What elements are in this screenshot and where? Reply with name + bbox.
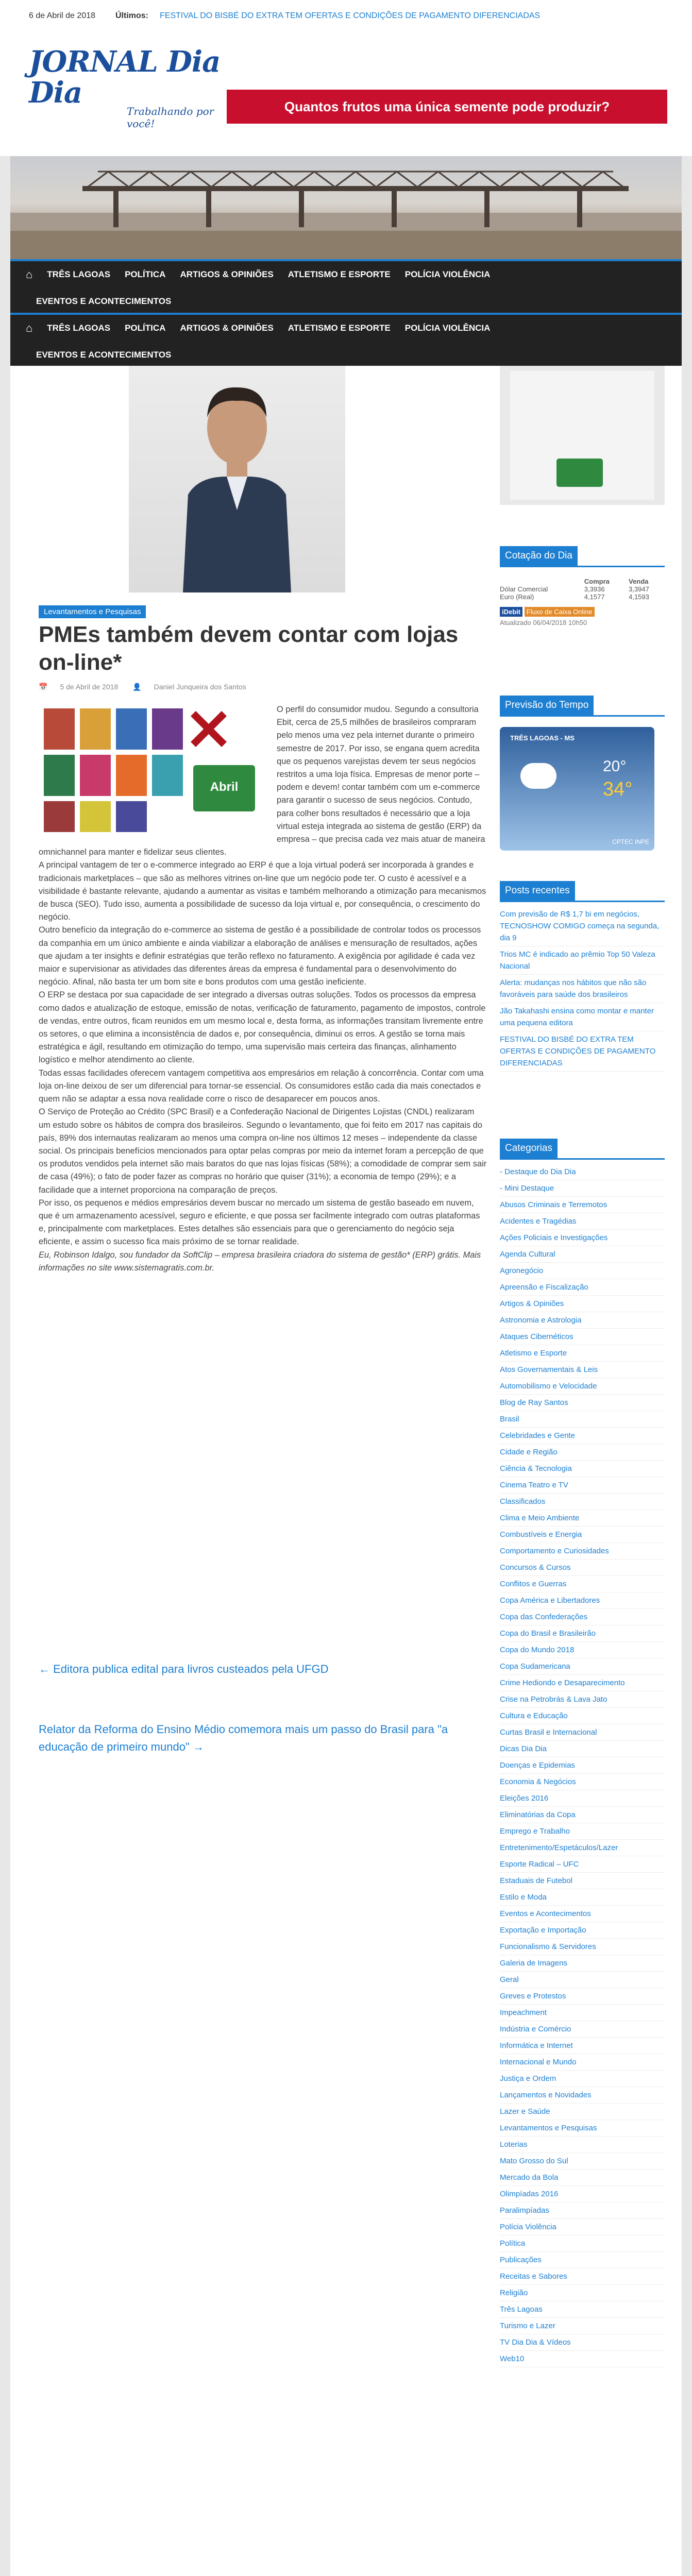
recent-post-link[interactable]: Alerta: mudanças nos hábitos que não são favoráveis para saúde dos brasileiros (500, 975, 665, 1003)
logo-slogan: Trabalhando por você! (127, 105, 214, 130)
category-link[interactable]: Olimpíadas 2016 (500, 2186, 665, 2202)
nav-item-atletismo[interactable]: ATLETISMO E ESPORTE (288, 323, 391, 333)
category-link[interactable]: Levantamentos e Pesquisas (500, 2120, 665, 2137)
currency-table: Compra Venda Dólar Comercial 3,3936 3,3947 Euro (Real) 4,1577 4,1593 (500, 578, 649, 601)
widget-title: Posts recentes (500, 881, 575, 901)
recent-posts-widget (500, 881, 665, 1072)
widget-title: Categorias (500, 1139, 558, 1158)
category-link[interactable]: Estaduais de Futebol (500, 1873, 665, 1889)
nav-item-artigos[interactable]: ARTIGOS & OPINIÕES (180, 323, 274, 333)
category-link[interactable]: Brasil (500, 1411, 665, 1428)
user-icon: 👤 (132, 683, 142, 691)
category-link[interactable]: - Destaque do Dia Dia (500, 1164, 665, 1180)
cashflow-link[interactable]: iDebit Fluxo de Caixa Online (500, 608, 665, 616)
prev-post-link[interactable]: ← Editora publica edital para livros custeados pela UFGD (39, 1663, 329, 1675)
category-link[interactable]: Cultura e Educação (500, 1708, 665, 1724)
category-link[interactable]: Blog de Ray Santos (500, 1395, 665, 1411)
nav-item-politica[interactable]: POLÍTICA (125, 269, 166, 279)
nav-item-policia[interactable]: POLÍCIA VIOLÊNCIA (404, 269, 491, 279)
featured-image (129, 366, 345, 592)
nav-item-atletismo[interactable]: ATLETISMO E ESPORTE (288, 269, 391, 279)
category-link[interactable]: Funcionalismo & Servidores (500, 1939, 665, 1955)
category-link[interactable]: Esporte Radical – UFC (500, 1856, 665, 1873)
category-link[interactable]: Justiça e Ordem (500, 2071, 665, 2087)
category-link[interactable]: Ações Policiais e Investigações (500, 1230, 665, 1246)
paragraph: O ERP se destaca por sua capacidade de ser integrado a diversas outras soluções. Todos os processos da empresa como dados e atualização de estoque, emissão de notas, verificação de faturamento, pagamento de impostos, controle de vendas, entre outros, ficam reunidos em um mesmo local e, desta forma, as informações transitam livremente entre os setores, o que elimina a inconsistência de dados e, por consequência, diminui os erros. A gestão se torna mais estratégica e ágil, resultando em otimização do tempo, uma supervisão mais certeira das finanças, alinhamento logístico e melhor atendimento ao cliente. (39, 990, 486, 1065)
category-link[interactable]: Crime Hediondo e Desaparecimento (500, 1675, 665, 1691)
category-link[interactable]: Artigos & Opiniões (500, 1296, 665, 1312)
category-link[interactable]: Combustíveis e Energia (500, 1527, 665, 1543)
category-link[interactable]: Copa do Brasil e Brasileirão (500, 1625, 665, 1642)
paragraph: A principal vantagem de ter o e-commerce integrado ao ERP é que a loja virtual poderá ser incorporada à grandes e tradicionais marketplaces – que são as melhores vitrines on-line que um negócio pode ter. O custo é acessível e a visibilidade é bastante relevante, ajudando a aumentar as visitas e também melhorando a otimização para mecanismos de busca (SEO). Tudo isso, aumenta a possibilidade de sucesso da loja virtual e, por consequência, o crescimento do negócio. (39, 860, 486, 922)
category-link[interactable]: Eleições 2016 (500, 1790, 665, 1807)
site-logo[interactable] (29, 45, 225, 130)
widget-title: Cotação do Dia (500, 546, 578, 566)
ad-brand: Abril (210, 780, 239, 794)
category-link[interactable]: Atletismo e Esporte (500, 1345, 665, 1362)
category-link[interactable]: Geral (500, 1972, 665, 1988)
category-link[interactable]: Cidade e Região (500, 1444, 665, 1461)
category-link[interactable]: Política (500, 2235, 665, 2252)
category-link[interactable]: Copa do Mundo 2018 (500, 1642, 665, 1658)
category-link[interactable]: Três Lagoas (500, 2301, 665, 2318)
header-bridge-image (10, 156, 682, 259)
category-link[interactable]: Dicas Dia Dia (500, 1741, 665, 1757)
recent-post-link[interactable]: Trios MC é indicado ao prêmio Top 50 Valeza Nacional (500, 946, 665, 975)
header-ad-banner[interactable]: Quantos frutos uma única semente pode produzir? (227, 90, 667, 124)
next-post-link[interactable]: Relator da Reforma do Ensino Médio comemora mais um passo do Brasil para "a educação de primeiro mundo" → (39, 1723, 448, 1753)
category-link[interactable]: Lançamentos e Novidades (500, 2087, 665, 2104)
category-link[interactable]: Mercado da Bola (500, 2170, 665, 2186)
nav-item-eventos[interactable]: EVENTOS E ACONTECIMENTOS (36, 350, 172, 360)
cloud-icon (520, 763, 556, 789)
category-link[interactable]: Curtas Brasil e Internacional (500, 1724, 665, 1741)
article-meta (39, 683, 259, 691)
nav-item-tres-lagoas[interactable]: TRÊS LAGOAS (47, 323, 111, 333)
category-link[interactable]: Copa América e Libertadores (500, 1592, 665, 1609)
categories-widget (500, 1139, 665, 2367)
category-link[interactable]: Religião (500, 2285, 665, 2301)
paragraph: Por isso, os pequenos e médios empresários devem buscar no mercado um sistema de gestão baseado em nuvem, que é um armazenamento acessível, seguro e eficiente, e que possa ser facilmente integrado com outras plataformas e, principalmente com marketplaces. Estes detalhes são essenciais para que o gerenciamento do negócio seja eficiente, e assim o sucesso fica mais próximo de se tornar realidade. (39, 1198, 480, 1247)
category-link[interactable]: Emprego e Trabalho (500, 1823, 665, 1840)
current-date: 6 de Abril de 2018 (29, 11, 95, 20)
person-photo (178, 376, 296, 592)
currency-updated: Atualizado 06/04/2018 10h50 (500, 619, 587, 626)
sticky-nav (10, 313, 682, 366)
category-link[interactable]: Web10 (500, 2351, 665, 2367)
category-link[interactable]: Estilo e Moda (500, 1889, 665, 1906)
nav-item-artigos[interactable]: ARTIGOS & OPINIÕES (180, 269, 274, 279)
weather-card[interactable]: TRÊS LAGOAS - MS 20° 34° CPTEC INPE (500, 727, 654, 851)
category-link[interactable]: Loterias (500, 2137, 665, 2153)
category-link[interactable]: Apreensão e Fiscalização (500, 1279, 665, 1296)
category-link[interactable]: Acidentes e Tragédias (500, 1213, 665, 1230)
category-link[interactable]: Indústria e Comércio (500, 2021, 665, 2038)
category-link[interactable]: Crise na Petrobrás & Lava Jato (500, 1691, 665, 1708)
category-link[interactable]: Copa das Confederações (500, 1609, 665, 1625)
category-link[interactable]: Informática e Internet (500, 2038, 665, 2054)
post-date[interactable]: 5 de Abril de 2018 (60, 683, 119, 691)
category-link[interactable]: Comportamento e Curiosidades (500, 1543, 665, 1560)
top-bar (0, 0, 692, 35)
home-icon[interactable]: ⌂ (26, 321, 33, 334)
nav-item-policia[interactable]: POLÍCIA VIOLÊNCIA (404, 323, 491, 333)
nav-item-eventos[interactable]: EVENTOS E ACONTECIMENTOS (36, 296, 172, 306)
category-link[interactable]: Astronomia e Astrologia (500, 1312, 665, 1329)
currency-widget (500, 546, 665, 626)
calendar-icon: 📅 (39, 683, 48, 691)
paragraph: Todas essas facilidades oferecem vantagem competitiva aos empresários em relação à concorrência. Contar com uma loja on-line deixou de ser um diferencial para tornar-se essencial. Os consumidores estão cada dia mais conectados e quem não se adaptar a essa nova realidade corre o risco de desaparecer em poucos anos. (39, 1068, 484, 1104)
category-link[interactable]: TV Dia Dia & Vídeos (500, 2334, 665, 2351)
category-link[interactable]: Galeria de Imagens (500, 1955, 665, 1972)
category-link[interactable]: Ataques Cibernéticos (500, 1329, 665, 1345)
home-icon[interactable]: ⌂ (26, 268, 33, 281)
recent-post-link[interactable]: FESTIVAL DO BISBÉ DO EXTRA TEM OFERTAS E CONDIÇÕES DE PAGAMENTO DIFERENCIADAS (500, 1031, 665, 1072)
paragraph: O perfil do consumidor mudou. Segundo a consultoria Ebit, cerca de 25,5 milhões de brasileiros compraram pelo menos uma vez pela internet durante o primeiro semestre de 2017. Por isso, se engana quem acredita que os pequenos varejistas devem ter seus negócios restritos a uma loja física. Empresas de menor porte – podem e devem! contar também com um e-commerce para garantir o sucesso de seus negócios. Contudo, para colher bons resultados é necessário que a loja virtual esteja integrada ao sistema de gestão (ERP) da empresa – que precisa cada vez mais atuar de maneira omnichannel para manter e fidelizar seus clientes. (39, 705, 485, 857)
category-link[interactable]: Eliminatórias da Copa (500, 1807, 665, 1823)
article-title: PMEs também devem contar com lojas on-line* (39, 622, 459, 675)
category-link[interactable]: Celebridades e Gente (500, 1428, 665, 1444)
category-link[interactable]: Turismo e Lazer (500, 2318, 665, 2334)
category-link[interactable]: Entretenimento/Espetáculos/Lazer (500, 1840, 665, 1856)
category-tag[interactable]: Levantamentos e Pesquisas (39, 605, 146, 618)
category-link[interactable]: Classificados (500, 1494, 665, 1510)
category-link[interactable]: Clima e Meio Ambiente (500, 1510, 665, 1527)
category-link[interactable]: - Mini Destaque (500, 1180, 665, 1197)
recent-post-link[interactable]: Jão Takahashi ensina como montar e manter uma pequena editora (500, 1003, 665, 1031)
category-link[interactable]: Receitas e Sabores (500, 2268, 665, 2285)
article-footnote: Eu, Robinson Idalgo, sou fundador da SoftClip – empresa brasileira criadora do sistema de gestão* (ERP) grátis. Mais informações no site www.sistemagratis.com.br. (39, 1250, 481, 1273)
weather-widget (500, 696, 665, 851)
category-link[interactable]: Economia & Negócios (500, 1774, 665, 1790)
nav-item-tres-lagoas[interactable]: TRÊS LAGOAS (47, 269, 111, 279)
article-ad-image (39, 703, 271, 837)
category-link[interactable]: Agenda Cultural (500, 1246, 665, 1263)
nav-item-politica[interactable]: POLÍTICA (125, 323, 166, 333)
category-link[interactable]: Mato Grosso do Sul (500, 2153, 665, 2170)
category-link[interactable]: Abusos Criminais e Terremotos (500, 1197, 665, 1213)
category-link[interactable]: Greves e Protestos (500, 1988, 665, 2005)
article-body (39, 703, 487, 1275)
category-link[interactable]: Automobilismo e Velocidade (500, 1378, 665, 1395)
category-link[interactable]: Cinema Teatro e TV (500, 1477, 665, 1494)
category-link[interactable]: Agronegócio (500, 1263, 665, 1279)
post-author[interactable]: Daniel Junqueira dos Santos (154, 683, 246, 691)
latest-ticker-link[interactable]: FESTIVAL DO BISBÉ DO EXTRA TEM OFERTAS E CONDIÇÕES DE PAGAMENTO DIFERENCIADAS (160, 11, 541, 20)
category-link[interactable]: Internacional e Mundo (500, 2054, 665, 2071)
category-link[interactable]: Lazer e Saúde (500, 2104, 665, 2120)
category-link[interactable]: Atos Governamentais & Leis (500, 1362, 665, 1378)
recent-post-link[interactable]: Com previsão de R$ 1,7 bi em negócios, TECNOSHOW COMIGO começa na segunda, dia 9 (500, 906, 665, 946)
category-link[interactable]: Concursos & Cursos (500, 1560, 665, 1576)
category-link[interactable]: Conflitos e Guerras (500, 1576, 665, 1592)
category-link[interactable]: Paralimpíadas (500, 2202, 665, 2219)
category-link[interactable]: Polícia Violência (500, 2219, 665, 2235)
paragraph: O Serviço de Proteção ao Crédito (SPC Brasil) e a Confederação Nacional de Dirigentes Lojistas (CNDL) realizaram um estudo sobre os hábitos de compra dos brasileiros. Segundo o levantamento, que foi feito em 2017 nas capitais do país, 89% dos internautas realizaram ao menos uma compra on-line nos últimos 12 meses – independente da classe social. Os principais benefícios mencionados para optar pelas compras por meio da internet foram a percepção de que os produtos vendidos pela internet são mais baratos do que nas lojas físicas (58%); a comodidade de comprar sem sair de casa (49%); o fato de poder fazer as compras no horário que quiser (31%); a economia de tempo (29%); e a facilidade que a internet proporciona na comparação de preços. (39, 1107, 487, 1195)
category-link[interactable]: Copa Sudamericana (500, 1658, 665, 1675)
content-area (10, 366, 682, 2576)
category-link[interactable]: Exportação e Importação (500, 1922, 665, 1939)
sidebar-ad[interactable] (500, 366, 665, 505)
site-header (0, 35, 692, 156)
paragraph: Outro benefício da integração do e-commerce ao sistema de gestão é a possibilidade de controlar todos os processos da companhia em um único ambiente e ainda viabilizar a elaboração de análises e mensuração de resultados, ações que ajudam a ter insights e definir estratégias que terão reflexo no faturamento. A exigência por agilidade é cada vez maior e supervisionar as atividades das diferentes áreas da empresa é fundamental para o desenvolvimento do negócio. Afinal, não basta ter um bom site e bons produtos com uma gestão ineficiente. (39, 925, 481, 987)
category-link[interactable]: Eventos e Acontecimentos (500, 1906, 665, 1922)
category-link[interactable]: Doenças e Epidemias (500, 1757, 665, 1774)
logo-name: JORNAL Dia Dia (29, 45, 221, 110)
category-link[interactable]: Impeachment (500, 2005, 665, 2021)
category-link[interactable]: Publicações (500, 2252, 665, 2268)
main-nav (10, 259, 682, 313)
latest-label: Últimos: (115, 11, 148, 20)
widget-title: Previsão do Tempo (500, 696, 594, 715)
category-link[interactable]: Ciência & Tecnologia (500, 1461, 665, 1477)
